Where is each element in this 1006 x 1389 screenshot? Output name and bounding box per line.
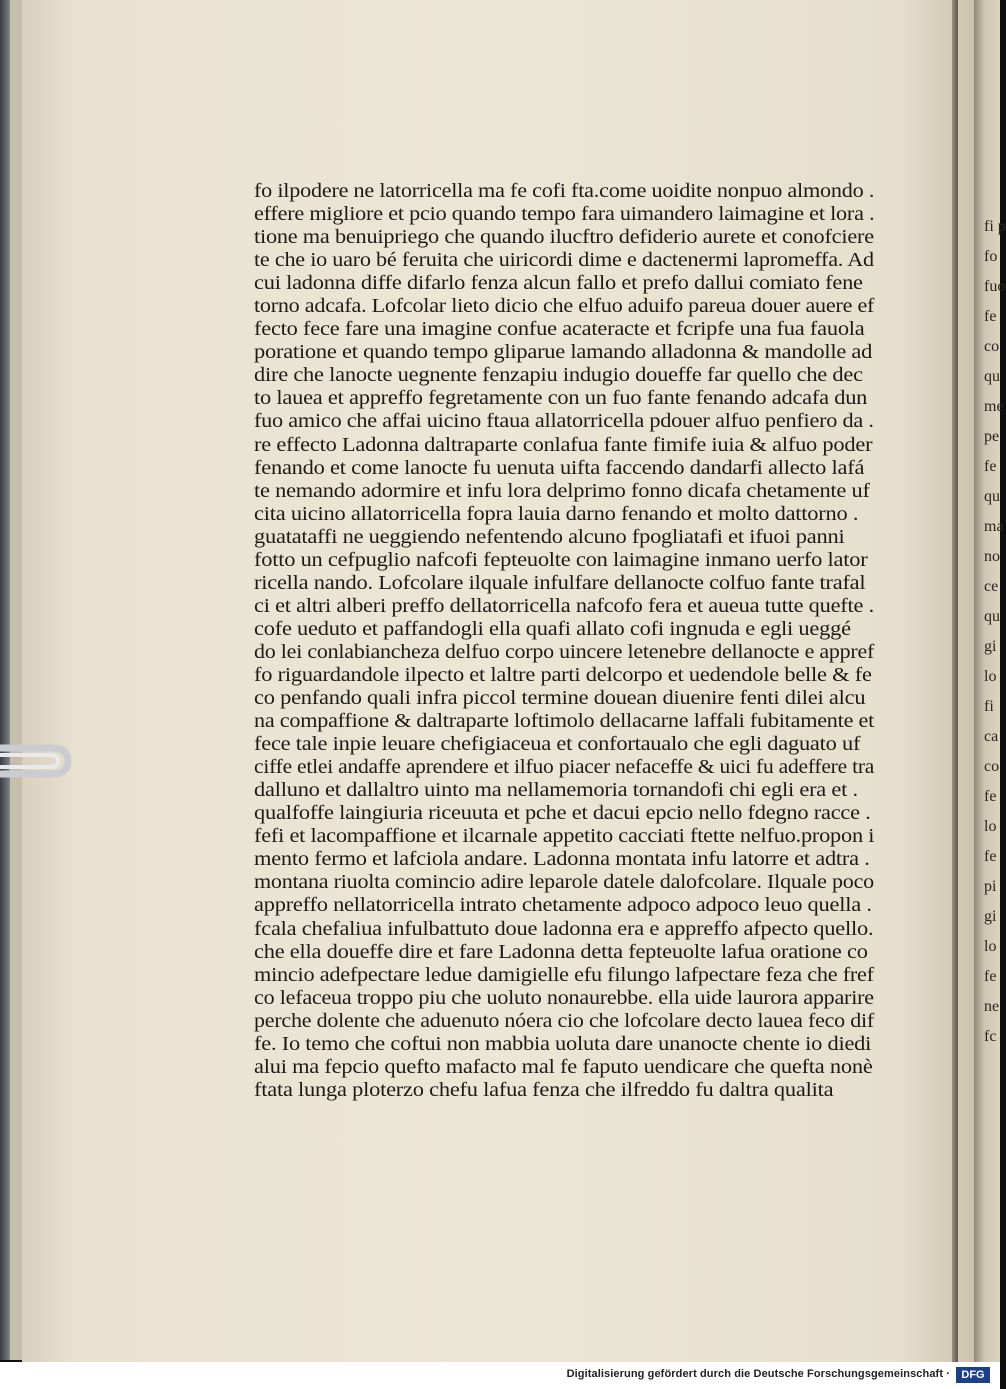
facing-page-fragment: ce [984, 578, 999, 595]
facing-page-fragment: pi [984, 878, 997, 895]
facing-page-fragment: gi [984, 908, 997, 925]
text-line: appreffo nellatorricella intrato chetamente adpoco adpoco leuo quella . [254, 895, 872, 917]
text-line: poratione et quando tempo gliparue lamando alladonna & mandolle ad [254, 342, 873, 364]
text-line: co lefaceua troppo piu che uoluto nonaurebbe. ella uide laurora apparire [254, 987, 874, 1009]
text-line: ciffe etlei andaffe aprendere et ilfuo piacer nefaceffe & uici fu adeffere tra [254, 757, 875, 779]
facing-page-fragment: co [984, 338, 1000, 355]
text-line: to lauea et appreffo fegretamente con un fuo fante fenando adcafa dun [254, 388, 868, 410]
facing-page-edge [974, 0, 1006, 1362]
facing-page-fragment: qu [984, 488, 1000, 505]
text-line: montana riuolta comincio adire leparole datele dalofcolare. Ilquale poco [254, 872, 874, 894]
text-line: cofe ueduto et paffandogli ella quafi allato cofi ingnuda e egli ueggé [254, 618, 851, 640]
text-line: fecto fece fare una imagine confue acateracte et fcripfe una fua fauola [254, 319, 865, 341]
text-line: ci et altri alberi preffo dellatorricella nafcofo fera et aueua tutte quefte . [254, 595, 874, 617]
text-line: fo ilpodere ne latorricella ma fe cofi fta.come uoidite nonpuo almondo . [254, 181, 875, 202]
facing-page-fragment: fe [984, 968, 997, 985]
book-page [22, 0, 974, 1362]
text-line: alui ma fepcio quefto mafacto mal fe faputo uendicare che quefta nonè [254, 1056, 873, 1078]
facing-page-fragment: me [984, 398, 1004, 415]
text-line: guatataffi ne ueggiendo nefentendo alcuno fpogliatafi et ifuoi panni [254, 526, 845, 548]
text-line: effere migliore et pcio quando tempo fara uimandero laimagine et lora . [254, 204, 875, 226]
digitization-footer [0, 1362, 1000, 1389]
text-line: dire che lanocte uegnente fenzapiu indugio doueffe far quello che dec [254, 365, 863, 387]
text-line: tione ma benuipriego che quando ilucftro defiderio aurete et conofciere [254, 227, 874, 249]
page-gutter [952, 0, 958, 1362]
text-line: qualfoffe laingiuria riceuuta et pche et dacui epcio nello fdegno racce . [254, 803, 871, 825]
text-line: dalluno et dallaltro uinto ma nellamemoria tornandofi chi egli era et . [254, 780, 858, 802]
facing-page-fragment: fe [984, 788, 997, 805]
text-line: te nemando adormire et infu lora delprimo fonno dicafa chetamente uf [254, 480, 870, 502]
facing-page-fragment: fe [984, 458, 997, 475]
facing-page-fragment: fuo [984, 278, 1006, 295]
facing-page-fragment: fc [984, 1028, 997, 1045]
facing-page-fragment: lo [984, 938, 997, 955]
text-line: cita uicino allatorricella fopra lauia darno fenando et molto dattorno . [254, 503, 859, 525]
text-line: fotto un cefpuglio nafcofi fepteuolte con laimagine inmano uerfo lator [254, 549, 868, 571]
text-line: perche dolente che aduenuto nóera cio che lofcolare decto lauea feco dif [254, 1010, 875, 1032]
text-line: na compaffione & daltraparte loftimolo dellacarne laffali fubitamente et [254, 711, 875, 733]
text-line: cui ladonna diffe difarlo fenza alcun fallo et prefo dallui comiato fene [254, 273, 863, 295]
text-line: te che io uaro bé feruita che uiricordi dime e dactenermi lapromeffa. Ad [254, 250, 874, 272]
facing-page-fragment: fi p [984, 218, 1006, 235]
facing-page-fragment: fo [984, 248, 998, 265]
text-line: fcala chefaliua infulbattuto doue ladonna era e appreffo afpecto quello. [254, 918, 874, 940]
text-line: ricella nando. Lofcolare ilquale infulfare dellanocte colfuo fante trafal [254, 572, 866, 594]
facing-page-fragment: ne [984, 998, 1000, 1015]
facing-page-fragment: qu [984, 368, 1000, 385]
text-line: mincio adefpectare ledue damigielle efu filungo lafpectare feza che fref [254, 964, 874, 986]
facing-page-fragment: fi [984, 698, 994, 715]
text-line: co penfando quali infra piccol termine douean diuenire fenti dilei alcu [254, 688, 866, 710]
paper-clip-icon [0, 738, 72, 784]
text-line: fe. Io temo che coftui non mabbia uoluta dare unanocte chente io diedi [254, 1033, 872, 1055]
text-line: fefi et lacompaffione et ilcarnale appetito cacciati ftette nelfuo.propon i [254, 826, 875, 848]
text-line: ftata lunga ploterzo chefu lafua fenza che ilfreddo fu daltra qualita [254, 1079, 834, 1101]
text-line: fece tale inpie leuare chefigiaceua et confortaualo che egli daguato uf [254, 734, 861, 756]
facing-page-fragment: gi [984, 638, 997, 655]
facing-page-fragment: co [984, 758, 1000, 775]
text-line: torno adcafa. Lofcolar lieto dicio che elfuo aduifo pareua douer auere ef [254, 296, 875, 318]
facing-page-fragment: pe [984, 428, 1000, 445]
text-line: che ella doueffe dire et fare Ladonna detta fepteuolte lafua oratione co [254, 941, 868, 963]
text-line: fo riguardandole ilpecto et laltre parti delcorpo et uedendole belle & fe [254, 664, 872, 686]
facing-page-fragment: no [984, 548, 1000, 565]
facing-page-fragment: fe [984, 308, 997, 325]
dfg-logo: DFG [956, 1367, 990, 1383]
text-line: re effecto Ladonna daltraparte conlafua fante fimife iuia & alfuo poder [254, 434, 873, 456]
facing-page-fragment: fe [984, 848, 997, 865]
text-line: do lei conlabiancheza delfuo corpo uincere letenebre dellanocte e appref [254, 641, 875, 663]
facing-page-fragment: ma [984, 518, 1004, 535]
body-text [254, 180, 904, 1102]
facing-page-fragment: qu [984, 608, 1000, 625]
facing-page-fragment: ca [984, 728, 999, 745]
funding-credit: Digitalisierung gefördert durch die Deutsche Forschungsgemeinschaft · [566, 1368, 950, 1380]
text-line: fenando et come lanocte fu uenuta uifta faccendo dandarfi allecto lafá [254, 457, 865, 479]
text-line: fuo amico che affai uicino ftaua allatorricella pdouer alfuo penfiero da . [254, 411, 874, 433]
facing-page-fragment: lo [984, 668, 997, 685]
text-line: mento fermo et lafciola andare. Ladonna montata infu latorre et adtra . [254, 849, 870, 871]
facing-page-fragment: lo [984, 818, 997, 835]
